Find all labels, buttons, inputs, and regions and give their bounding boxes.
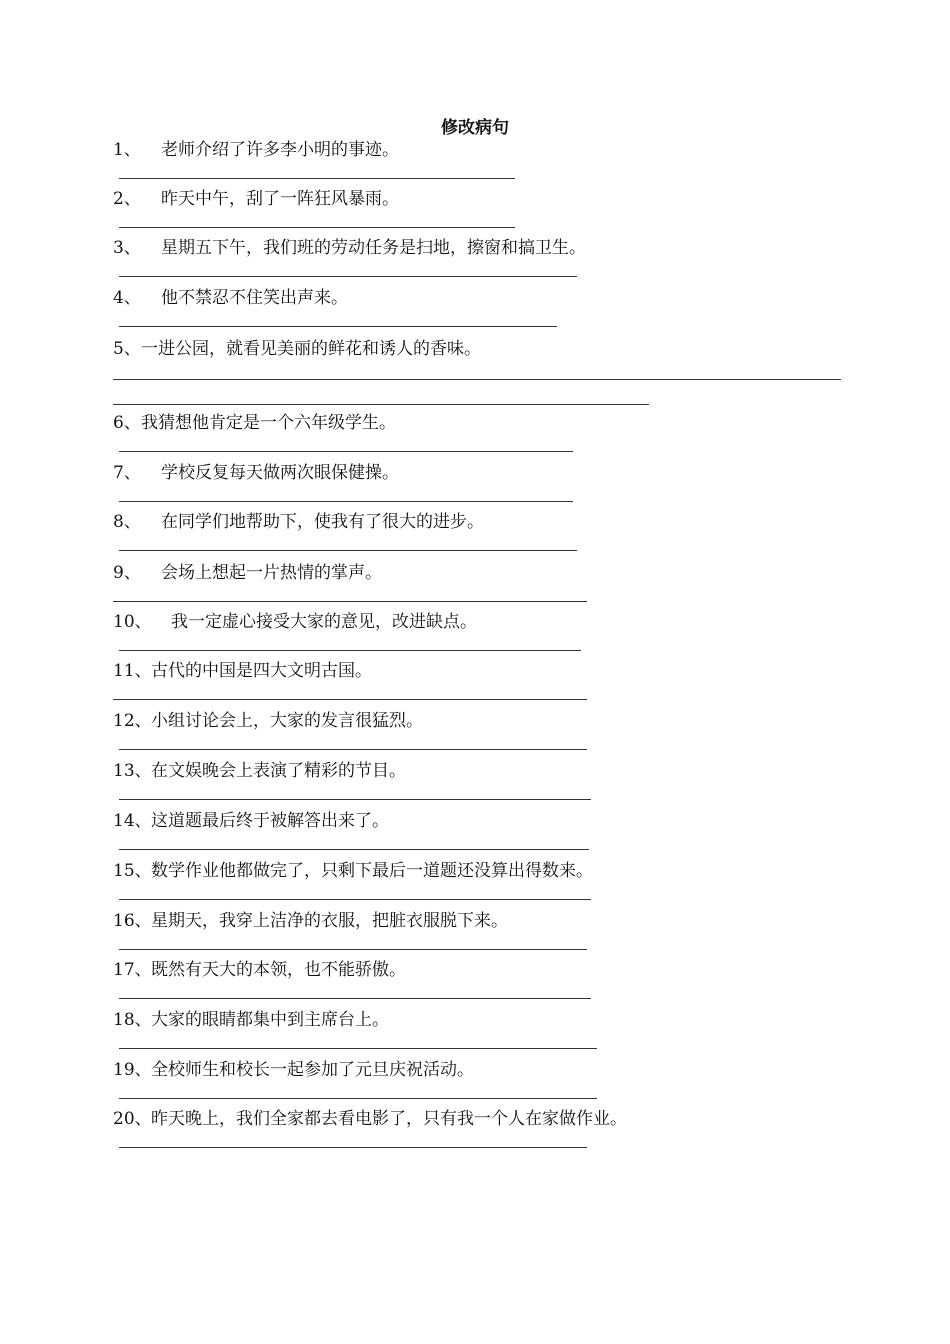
sentence-text: 昨天中午，刮了一阵狂风暴雨。 [161, 189, 399, 209]
item-number: 7、 [113, 463, 141, 483]
sentence-question [113, 811, 389, 831]
item-number: 14、 [113, 811, 152, 831]
page-title: 修改病句 [441, 118, 509, 138]
sentence-text: 一进公园，就看见美丽的鲜花和诱人的香味。 [141, 339, 481, 359]
sentence-text: 数学作业他都做完了，只剩下最后一道题还没算出得数来。 [151, 861, 593, 881]
answer-line[interactable] [119, 227, 515, 228]
answer-line[interactable] [119, 451, 573, 452]
sentence-question [113, 189, 399, 209]
sentence-text: 小组讨论会上，大家的发言很猛烈。 [151, 711, 423, 731]
sentence-text: 他不禁忍不住笑出声来。 [161, 288, 348, 308]
answer-line[interactable] [119, 501, 573, 502]
item-number: 19、 [113, 1060, 152, 1080]
answer-line[interactable] [119, 276, 577, 277]
answer-line[interactable] [119, 899, 591, 900]
sentence-text: 这道题最后终于被解答出来了。 [151, 811, 389, 831]
sentence-question [113, 1109, 627, 1129]
sentence-question [113, 861, 593, 881]
answer-line[interactable] [113, 404, 649, 405]
item-number: 2、 [113, 189, 141, 209]
item-number: 10、 [113, 612, 152, 632]
sentence-question [113, 140, 399, 160]
answer-line[interactable] [113, 601, 587, 602]
item-number: 16、 [113, 911, 152, 931]
item-number: 11、 [113, 661, 152, 681]
sentence-question [113, 413, 396, 433]
answer-line[interactable] [119, 1098, 597, 1099]
item-number: 3、 [113, 238, 141, 258]
item-number: 12、 [113, 711, 152, 731]
sentence-text: 星期天，我穿上洁净的衣服，把脏衣服脱下来。 [151, 911, 508, 931]
sentence-question [113, 661, 372, 681]
sentence-text: 在文娱晚会上表演了精彩的节目。 [151, 761, 406, 781]
answer-line[interactable] [119, 749, 587, 750]
answer-line[interactable] [119, 949, 587, 950]
answer-line[interactable] [119, 799, 591, 800]
sentence-question [113, 1060, 474, 1080]
answer-line[interactable] [113, 699, 587, 700]
sentence-question [113, 339, 481, 359]
sentence-text: 星期五下午，我们班的劳动任务是扫地，擦窗和搞卫生。 [161, 238, 586, 258]
sentence-text: 学校反复每天做两次眼保健操。 [161, 463, 399, 483]
sentence-text: 古代的中国是四大文明古国。 [151, 661, 372, 681]
sentence-text: 昨天晚上，我们全家都去看电影了，只有我一个人在家做作业。 [151, 1109, 627, 1129]
sentence-text: 我一定虚心接受大家的意见，改进缺点。 [171, 612, 477, 632]
item-number: 4、 [113, 288, 141, 308]
sentence-question [113, 238, 586, 258]
answer-line[interactable] [119, 1048, 597, 1049]
answer-line[interactable] [119, 998, 591, 999]
item-number: 5、 [113, 339, 141, 359]
sentence-question [113, 761, 406, 781]
answer-line[interactable] [119, 849, 589, 850]
item-number: 8、 [113, 512, 141, 532]
answer-line[interactable] [119, 326, 557, 327]
item-number: 1、 [113, 140, 141, 160]
sentence-question [113, 512, 484, 532]
sentence-question [113, 563, 382, 583]
sentence-question [113, 612, 477, 632]
sentence-question [113, 960, 406, 980]
item-number: 17、 [113, 960, 152, 980]
item-number: 13、 [113, 761, 152, 781]
sentence-question [113, 911, 508, 931]
sentence-text: 我猜想他肯定是一个六年级学生。 [141, 413, 396, 433]
sentence-text: 老师介绍了许多李小明的事迹。 [161, 140, 399, 160]
sentence-text: 在同学们地帮助下，使我有了很大的进步。 [161, 512, 484, 532]
sentence-text: 既然有天大的本领，也不能骄傲。 [151, 960, 406, 980]
answer-line[interactable] [119, 178, 515, 179]
sentence-question [113, 463, 399, 483]
item-number: 20、 [113, 1109, 152, 1129]
answer-line[interactable] [119, 650, 581, 651]
sentence-question [113, 288, 348, 308]
item-number: 15、 [113, 861, 152, 881]
answer-line[interactable] [113, 379, 841, 380]
sentence-question [113, 711, 423, 731]
item-number: 6、 [113, 413, 141, 433]
item-number: 9、 [113, 563, 141, 583]
sentence-text: 全校师生和校长一起参加了元旦庆祝活动。 [151, 1060, 474, 1080]
sentence-text: 大家的眼睛都集中到主席台上。 [151, 1010, 389, 1030]
answer-line[interactable] [119, 550, 577, 551]
answer-line[interactable] [119, 1147, 587, 1148]
item-number: 18、 [113, 1010, 152, 1030]
sentence-text: 会场上想起一片热情的掌声。 [161, 563, 382, 583]
sentence-question [113, 1010, 389, 1030]
